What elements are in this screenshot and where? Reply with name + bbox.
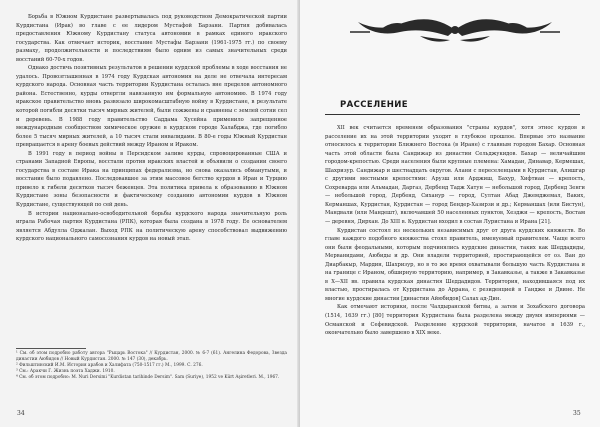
left-page-number: 34 <box>17 410 25 417</box>
right-text-column <box>325 124 585 338</box>
left-paragraph-1: Борьба в Южном Курдистане развертывалась под руководством Демократической партии Курдистана (Ирак) во главе с ее лидером Мустафой Барзани. Партия добивалась предоставления Южному Курдистану статуса автономии в рамках единого иракского государства. Как отмечает историк, восстание Мустафы Барзани (1961-1975 гг.) по своему размаху, продолжительности и последствиям было одним из самых значительных среди восстаний 60-70-х годов. <box>16 14 287 63</box>
right-page-number: 35 <box>573 410 581 417</box>
right-paragraph-2: Курдистан состоял из нескольких независимых друг от друга курдских княжеств. Во главе каждого подобного княжества стоял правитель, именуемый правителем. Чаще всего они были феодальными, которым подчинялись курдские династии, таких как Шеддадиды, Мерванидами, Аюбиды и др. Они владели территорией, простирающейся от оз. Ван до Диарбакыр, Мардин, Шахризур, но в то же время охватывали большую часть Курдистана и на границе с Ираном, обширную территорию, например, в Закавказье, а также в Закавказье в X—XII вв. правила курдская династия Шеддадидов. Территория, находившаяся под их властью, простиралась от Курдистана до Аррана, с резиденцией в Гандже и Двине. Не многие курдские династии [династии Айюбидов] Салах ад-Дин. <box>325 227 585 302</box>
footnotes <box>16 348 287 381</box>
section-heading: РАССЕЛЕНИЕ <box>340 100 408 110</box>
left-paragraph-4: В истории национально-освободительной борьбы курдского народа значительную роль играла Рабочая партия Курдистана (РПК), которая была создана в 1978 году. Ее основателем является Абдулла Оджалан. Выход РПК на политическую арену способствовал выдвижению курдского национального самосознания курдов на новый этап. <box>16 210 287 243</box>
ornament-icon <box>340 10 570 50</box>
footnote-rule <box>16 348 86 349</box>
footnote-4: ⁴ См. об этом подробно: М. Nuri Dersimi "Kurdistan tarihinde Dersim". Sam (Suriye), 1952 ve Kürt Aşiretleri. М., 1967. <box>16 375 280 381</box>
left-text-column <box>16 13 287 244</box>
right-paragraph-1: XII век считается временем образования "страны курдов", хотя этнос курдов и расселение их на этой территории уходят в глубокое прошлое. Впервые это название относилось к территории Ближнего Востока (в Иране) с главным городом Бахар. Основная часть этой области была Сандижар из династии Сельджукидов. Бахар — величайшим городом-крепостью. Среди населения были крупные племена: Хамадан, Динавар, Кермешах, Шахризур. Сандижар и шестнадцать округов. Алани с переселенцами в Курдистан, Алишгар с другими местными крепостями: Арузш или Арджиш, Бахур, Хифтиан — крепость, Сохреварда или Альмадан, Даргаз, Дербенд Тадж Хатун — небольшой город, Дербенд Зенги — небольшой город, Дербенд, Сиханур — город, Султан Абад Джемджемал, Ваких, Керманшах, Курдистан, Курдистан — город Бендер-Хазирзи и др.; Керманшах (или Бистун), Мандвали (или Мандешт), включавшей 50 населенных пунктов, Хезджи — крепость, Востам — деревня, Дирхан. До XIII в. Курдистан входил в состав Луристана и Ирана [21]. <box>325 125 585 226</box>
footnote-1: ¹ См. об этом подробно работу автора "Рыцарь Востока" // Курдистан, 2000. № 6-7 (61). Ангелина Федорова, Звезда династии Аюбидов // Новый Курдистан. 2000. № 147 (30), декабрь. <box>16 351 287 363</box>
footnote-2: ² Фильштинский И.М. История арабов и Халифата (750-1517 гг.) М., 1999. С. 276. <box>16 363 203 369</box>
heading-rule <box>325 114 580 115</box>
left-paragraph-3: В 1991 году в период войны в Персидском заливе курды, спровоцированные США и странами Западной Европы, восстали против иракских властей и объявили о создании своего государства в составе Ирака на принципах федерализма, но снова оказались обманутыми, и восстание было подавлено. Последовавшее за этим массовое бегство курдов в Иран и Турцию привело к гибели десятков тысяч беженцев. Эта политика привела к образованию в Южном Курдистане зоны безопасности и фактическому созданию автономии курдов в Южном Курдистане, существующей по сей день. <box>16 150 287 209</box>
left-paragraph-2: Однако достичь позитивных результатов в решении курдской проблемы в ходе восстания не удалось. Провозглашенная в 1974 году Курдская автономия на деле не отвечала интересам курдского народа. Основная часть территории Курдистана осталась вне пределов автономного района. Естественно, курды отвергли навязанную им формальную автономию. В 1974 году иракское правительство вновь развязало широкомасштабную войну в Курдистане, в результате которой погибли десятки тысяч мирных жителей, были сожжены и сравнены с землей сотни сел и деревень. В 1988 году правительство Саддама Хусейна применило запрещенное международным сообществом химическое оружие в курдском городе Халабджа, где погибло более 5 тысяч мирных жителей, а 10 тысяч стали инвалидами. В 80-е годы Южный Курдистан превращается в арену боевых действий между Ираном и Ираком. <box>16 65 287 149</box>
footnote-3: ³ См.: Аракчи Г. Жизнь поэта Хаджи. 1910. <box>16 369 115 375</box>
right-paragraph-3: Как отмечают историки, после Чалдыранской битвы, а затем и Зохабского договора (1514, 1639 гг.) [80] территория Курдистана была разделена между двумя империями — Османской и Сефевидской. Разделение курдской территории, начатое в 1639 г., окончательно было завершено в XIX веке. <box>325 304 585 337</box>
